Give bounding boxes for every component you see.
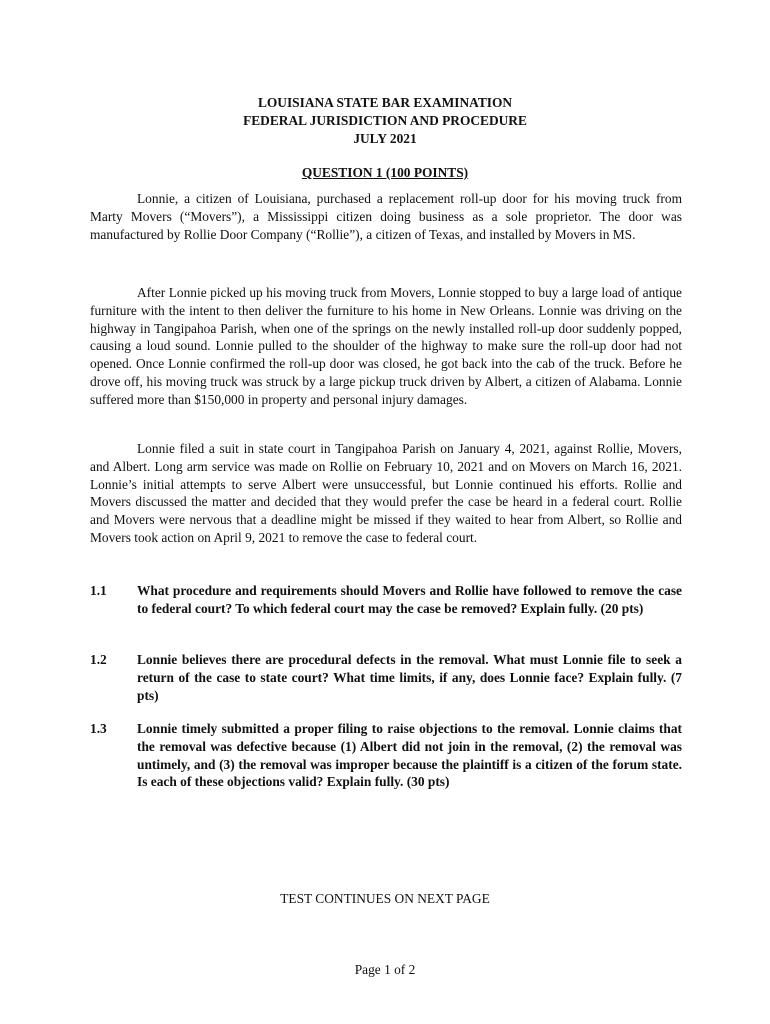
test-continues-notice: TEST CONTINUES ON NEXT PAGE: [280, 891, 490, 906]
fact-paragraph-1: [90, 190, 682, 243]
sub-question-1-3: [90, 720, 682, 791]
paragraph-text: Lonnie filed a suit in state court in Tangipahoa Parish on January 4, 2021, against Rollie, Movers, and Albert. Long arm service was made on Rollie on February 10, 2021 and on Movers on March 16, 2021. Lonnie’s initial attempts to serve Albert were unsuccessful, but Lonnie continued his efforts. Rollie and Movers discussed the matter and decided that they would prefer the case be heard in a federal court. Rollie and Movers were nervous that a deadline might be missed if they waited to hear from Albert, so Rollie and Movers took action on April 9, 2021 to remove the case to federal court.: [90, 441, 682, 545]
header-line-exam: LOUISIANA STATE BAR EXAMINATION: [257, 95, 513, 110]
paragraph-text: Lonnie, a citizen of Louisiana, purchased a replacement roll-up door for his moving truck from Marty Movers (“Movers”), a Mississippi citizen doing business as a sole proprietor. The door was manufactured by Rollie Door Company (“Rollie”), a citizen of Texas, and installed by Movers in MS.: [90, 191, 682, 242]
exam-header: [0, 94, 770, 148]
header-line-subject: FEDERAL JURISDICTION AND PROCEDURE: [243, 113, 527, 128]
sub-question-1-1: [90, 582, 682, 618]
sub-question-number: 1.1: [90, 583, 107, 598]
fact-paragraph-2: [90, 284, 682, 409]
page-number: Page 1 of 2: [354, 962, 416, 977]
fact-paragraph-3: [90, 440, 682, 547]
sub-question-number: 1.3: [90, 721, 107, 736]
sub-question-number: 1.2: [90, 652, 107, 667]
paragraph-text: After Lonnie picked up his moving truck from Movers, Lonnie stopped to buy a large load of antique furniture with the intent to then deliver the furniture to his home in New Orleans. Lonnie was driving on the highway in Tangipahoa Parish, when one of the springs on the newly installed roll-up door suddenly popped, causing a loud sound. Lonnie pulled to the shoulder of the highway to make sure the roll-up door had not opened. Once Lonnie confirmed the roll-up door was closed, he got back into the cab of the truck. Before he drove off, his moving truck was struck by a large pickup truck driven by Albert, a citizen of Alabama. Lonnie suffered more than $150,000 in property and personal injury damages.: [90, 285, 682, 407]
sub-question-text: Lonnie timely submitted a proper filing to raise objections to the removal. Lonnie claims that the removal was defective because (1) Albert did not join in the removal, (2) the removal was untimely, and (3) the removal was improper because the plaintiff is a citizen of the forum state. Is each of these objections valid? Explain fully. (30 pts): [137, 721, 682, 790]
sub-question-1-2: [90, 651, 682, 704]
header-line-date: JULY 2021: [353, 131, 417, 146]
sub-question-text: What procedure and requirements should Movers and Rollie have followed to remove the case to federal court? To which federal court may the case be removed? Explain fully. (20 pts): [137, 583, 682, 616]
sub-question-text: Lonnie believes there are procedural defects in the removal. What must Lonnie file to seek a return of the case to state court? What time limits, if any, does Lonnie face? Explain fully. (7 pts): [137, 652, 682, 703]
question-title: QUESTION 1 (100 POINTS): [301, 165, 469, 180]
